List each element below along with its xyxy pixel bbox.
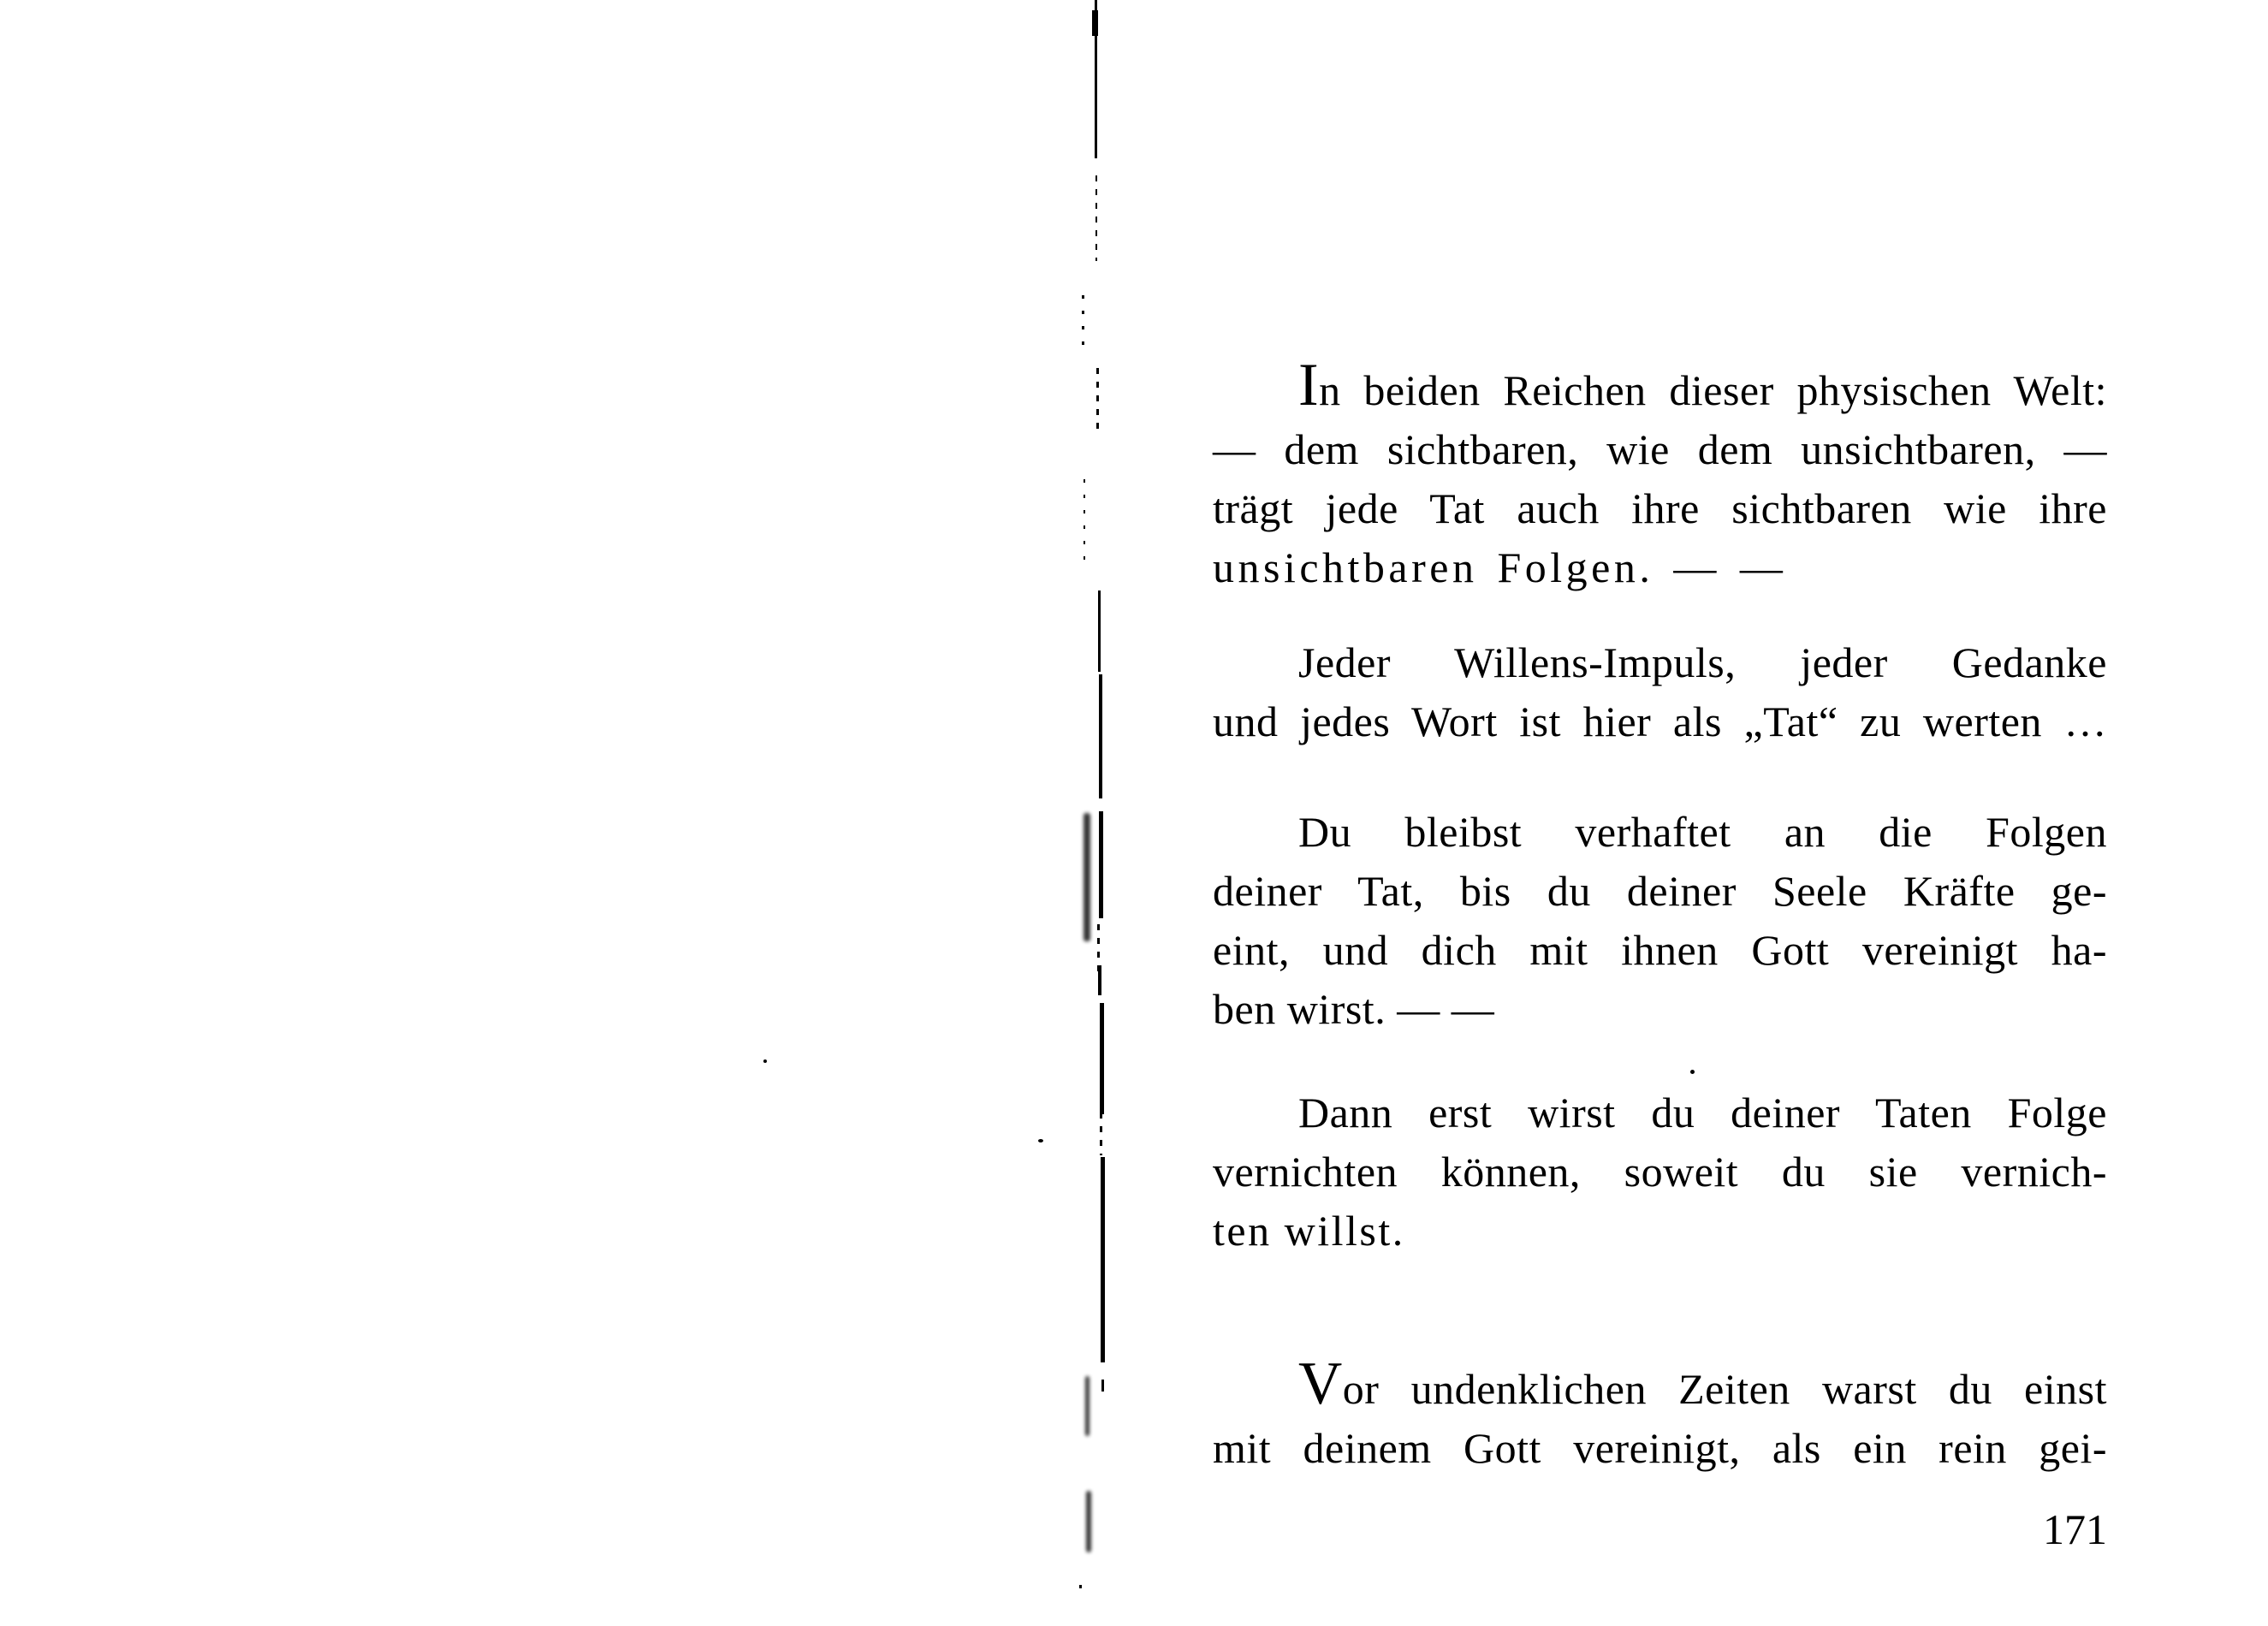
gutter-segment xyxy=(1098,590,1101,672)
text-line: ben wirst. — — xyxy=(1213,985,1495,1033)
page-text-block xyxy=(1213,352,2107,1478)
text-line: und jedes Wort ist hier als „Tat“ zu werten … xyxy=(1213,697,2107,745)
gutter-segment xyxy=(1096,368,1099,432)
gutter-segment xyxy=(1101,1157,1105,1362)
gutter-segment xyxy=(1084,479,1085,565)
text-line: Vor undenklichen Zeiten warst du einst xyxy=(1298,1350,2107,1417)
text-line: ten willst. xyxy=(1213,1207,1405,1255)
gutter-segment xyxy=(1100,1003,1104,1114)
gutter-segment xyxy=(1092,10,1098,36)
text-line: — dem sichtbaren, wie dem unsichtbaren, — xyxy=(1213,425,2107,473)
gutter-smudge xyxy=(1084,813,1090,941)
page-number: 171 xyxy=(2043,1505,2107,1553)
text-line: deiner Tat, bis du deiner Seele Kräfte ge- xyxy=(1213,867,2107,915)
scan-speck xyxy=(763,1059,767,1063)
gutter-segment xyxy=(1098,965,1101,995)
paragraph xyxy=(1213,633,2107,751)
text-line: Jeder Willens-Impuls, jeder Gedanke xyxy=(1298,638,2107,686)
scan-speck xyxy=(1038,1139,1043,1142)
text-line: In beiden Reichen dieser physischen Welt: xyxy=(1298,352,2107,418)
gutter-segment xyxy=(1095,175,1097,261)
paragraph xyxy=(1213,1350,2107,1478)
gutter-segment xyxy=(1082,295,1084,345)
text-line: eint, und dich mit ihnen Gott vereinigt ha- xyxy=(1213,926,2107,974)
gutter-smudge xyxy=(1086,1491,1091,1552)
gutter-segment xyxy=(1097,924,1100,971)
gutter-segment xyxy=(1079,1585,1082,1588)
text-line: vernichten können, soweit du sie vernich- xyxy=(1213,1148,2107,1196)
paragraph xyxy=(1213,352,2107,597)
gutter-segment xyxy=(1099,674,1102,798)
text-line: trägt jede Tat auch ihre sichtbaren wie ihre xyxy=(1213,484,2107,532)
text-line: Dann erst wirst du deiner Taten Folge xyxy=(1298,1089,2107,1136)
paragraph xyxy=(1213,1083,2107,1261)
paragraph xyxy=(1213,803,2107,1039)
gutter-segment xyxy=(1101,1380,1104,1392)
text-line: Du bleibst verhaftet an die Folgen xyxy=(1298,808,2107,856)
gutter-segment xyxy=(1100,1113,1102,1155)
gutter-smudge xyxy=(1085,1376,1089,1436)
text-line: unsichtbaren Folgen. — — xyxy=(1213,543,1787,591)
text-line: mit deinem Gott vereinigt, als ein rein gei- xyxy=(1213,1424,2107,1472)
gutter-segment xyxy=(1099,811,1103,918)
